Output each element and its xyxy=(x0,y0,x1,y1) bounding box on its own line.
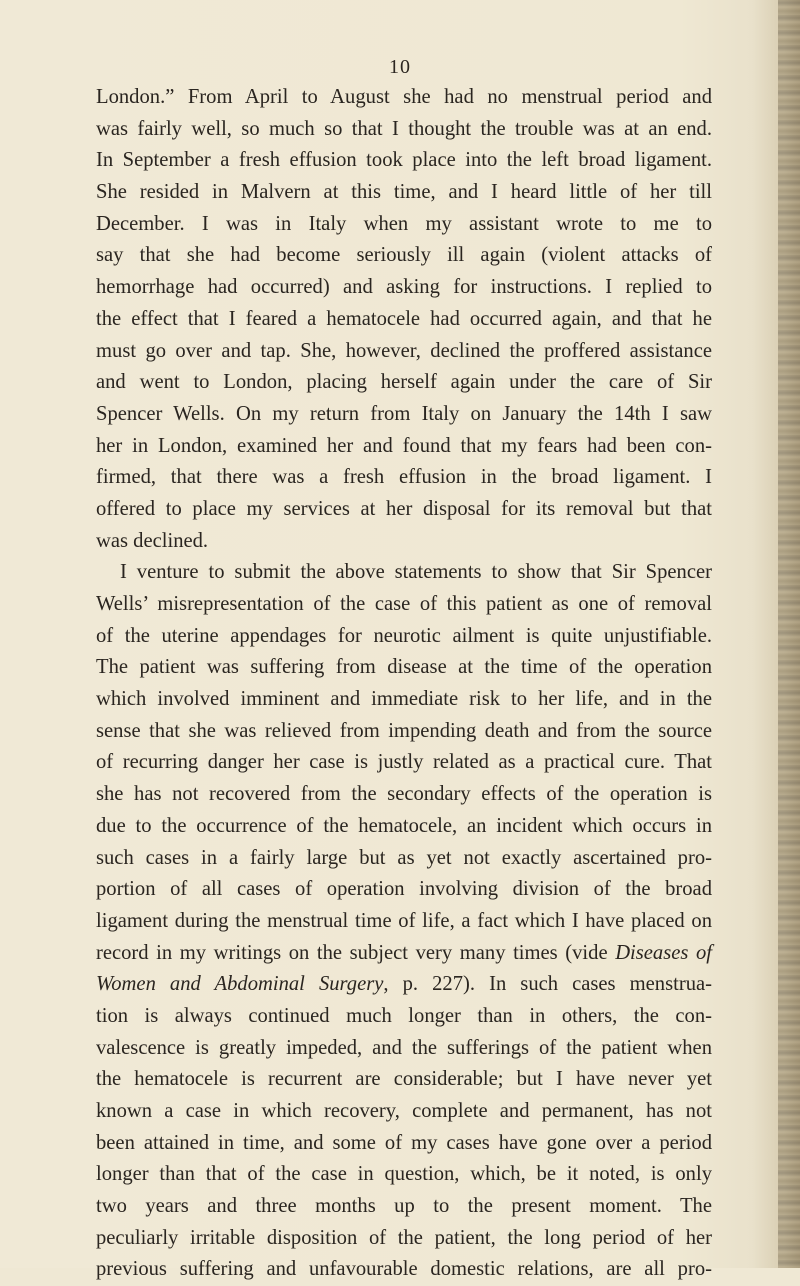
text-line: of the uterine appendages for neurotic ailment is quite unjustifiable. xyxy=(96,624,712,647)
text-line: portion of all cases of operation involving division of the broad xyxy=(96,878,712,901)
book-title-part: Women and Abdominal Surgery xyxy=(96,973,384,996)
text-line: such cases in a fairly large but as yet not exactly ascertained pro- xyxy=(96,846,712,869)
page-number: 10 xyxy=(389,56,411,78)
text-line: which involved imminent and immediate risk to her life, and in the xyxy=(96,688,712,711)
text-line: the hematocele is recurrent are considerable; but I have never yet xyxy=(96,1068,712,1091)
text-line: she has not recovered from the secondary effects of the operation is xyxy=(96,783,712,806)
text-line: her in London, examined her and found that my fears had been con- xyxy=(96,434,712,457)
text-line: peculiarly irritable disposition of the patient, the long period of her xyxy=(96,1226,712,1249)
text-line: must go over and tap. She, however, declined the proffered assistance xyxy=(96,339,712,362)
text-line: two years and three months up to the present moment. The xyxy=(96,1195,712,1218)
text-line: hemorrhage had occurred) and asking for instructions. I replied to xyxy=(96,276,712,299)
text-line: London.” From April to August she had no menstrual period and xyxy=(96,86,712,108)
text-line: say that she had become seriously ill again (violent attacks of xyxy=(96,244,712,267)
text-line: tion is always continued much longer than in others, the con- xyxy=(96,1004,712,1027)
text-line: In September a fresh effusion took place into the left broad ligament. xyxy=(96,149,712,172)
text-line xyxy=(96,938,712,970)
text-line: and went to London, placing herself again under the care of Sir xyxy=(96,371,712,394)
text-line: The patient was suffering from disease at the time of the operation xyxy=(96,656,712,679)
text-line: I venture to submit the above statements to show that Sir Spencer xyxy=(120,561,712,584)
text-segment: , p. 227). In such cases menstrua- xyxy=(383,973,712,996)
text-line: firmed, that there was a fresh effusion in the broad ligament. I xyxy=(96,466,712,489)
text-line xyxy=(96,969,712,1001)
text-line: sense that she was relieved from impending death and from the source xyxy=(96,719,712,742)
text-line: been attained in time, and some of my cases have gone over a period xyxy=(96,1131,712,1154)
book-title-part: Diseases of xyxy=(615,941,712,964)
text-line: previous suffering and unfavourable domestic relations, are all pro- xyxy=(96,1258,712,1281)
text-line: ligament during the menstrual time of life, a fact which I have placed on xyxy=(96,909,712,932)
text-line: was fairly well, so much so that I thought the trouble was at an end. xyxy=(96,117,712,140)
text-line: was declined. xyxy=(96,529,209,552)
text-line: of recurring danger her case is justly related as a practical cure. That xyxy=(96,751,712,774)
body-text xyxy=(96,82,712,1286)
text-segment: record in my writings on the subject very many times (vide xyxy=(96,941,608,964)
text-line: valescence is greatly impeded, and the sufferings of the patient when xyxy=(96,1036,712,1059)
text-line: Spencer Wells. On my return from Italy on January the 14th I saw xyxy=(96,402,712,425)
text-line: the effect that I feared a hematocele had occurred again, and that he xyxy=(96,307,712,330)
text-line: She resided in Malvern at this time, and I heard little of her till xyxy=(96,181,712,204)
text-line: offered to place my services at her disposal for its removal but that xyxy=(96,497,712,520)
text-line: known a case in which recovery, complete and permanent, has not xyxy=(96,1100,712,1122)
text-line: Wells’ misrepresentation of the case of this patient as one of removal xyxy=(96,593,712,615)
text-line: due to the occurrence of the hematocele, an incident which occurs in xyxy=(96,814,712,837)
page-edge-shadow xyxy=(778,0,800,1268)
text-line: December. I was in Italy when my assistant wrote to me to xyxy=(96,212,712,235)
text-line: longer than that of the case in question, which, be it noted, is only xyxy=(96,1163,712,1186)
